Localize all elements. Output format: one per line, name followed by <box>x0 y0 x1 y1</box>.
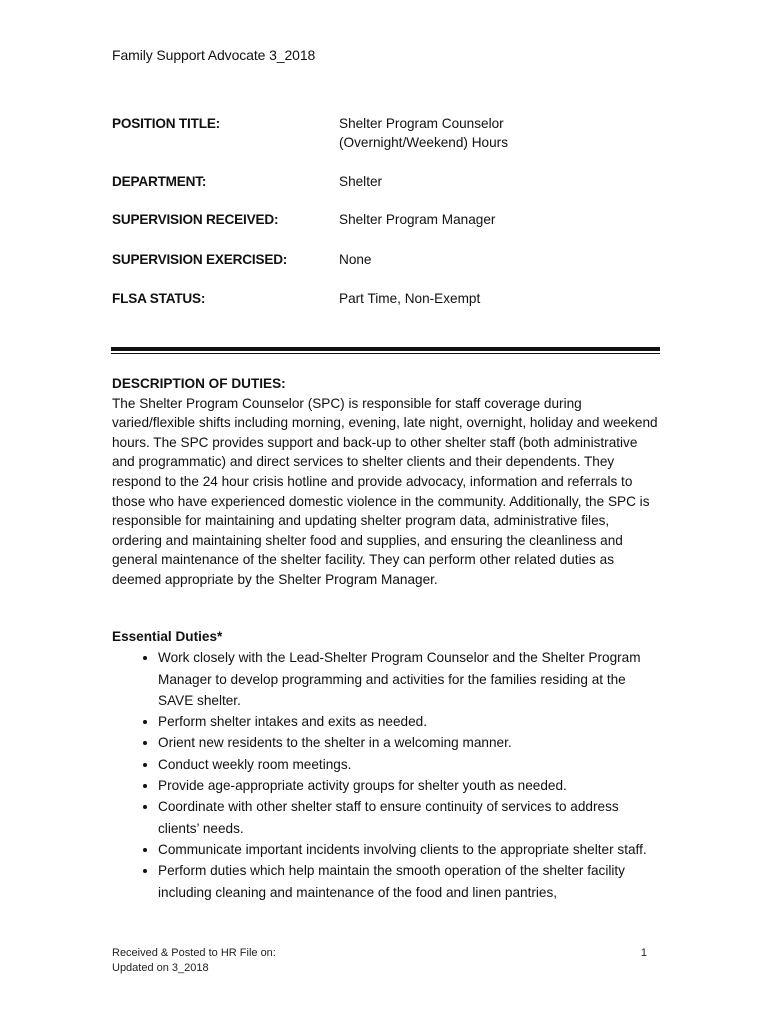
field-label: SUPERVISION EXERCISED: <box>112 252 288 267</box>
footer-received-line: Received & Posted to HR File on: <box>112 947 276 959</box>
page-number: 1 <box>640 947 647 959</box>
footer-updated-line: Updated on 3_2018 <box>112 962 209 974</box>
field-value: Part Time, Non-Exempt <box>339 291 481 306</box>
description-section <box>112 374 662 590</box>
field-value-line: (Overnight/Weekend) Hours <box>339 135 508 150</box>
field-value: None <box>339 252 372 267</box>
document-header: Family Support Advocate 3_2018 <box>112 47 316 63</box>
field-value <box>339 114 659 152</box>
list-item: • Perform shelter intakes and exits as needed. <box>158 711 662 732</box>
field-value: Shelter <box>339 174 383 189</box>
list-item: • Perform duties which help maintain the smooth operation of the shelter facility including cleaning and maintenance of the food and linen pantries, <box>158 860 662 903</box>
essential-duties-section <box>112 626 662 903</box>
list-item: • Orient new residents to the shelter in a welcoming manner. <box>158 732 662 753</box>
divider-thin <box>111 353 660 354</box>
field-value: Shelter Program Manager <box>339 212 496 227</box>
list-item: • Conduct weekly room meetings. <box>158 754 662 775</box>
field-label: POSITION TITLE: <box>112 116 221 131</box>
essential-duties-list <box>112 647 662 903</box>
page-footer <box>112 946 647 976</box>
field-label: DEPARTMENT: <box>112 174 207 189</box>
list-item: • Provide age-appropriate activity groups for shelter youth as needed. <box>158 775 662 796</box>
description-body: The Shelter Program Counselor (SPC) is responsible for staff coverage during varied/flexible shifts including morning, evening, late night, overnight, holiday and weekend hours. The SPC provides support and back-up to other shelter staff (both administrative and programmatic) and direct services to shelter clients and their dependents. They respond to the 24 hour crisis hotline and provide advocacy, information and referrals to those who have experienced domestic violence in the community. Additionally, the SPC is responsible for maintaining and updating shelter program data, administrative files, ordering and maintaining shelter food and supplies, and ensuring the cleanliness and general maintenance of the shelter facility. They can perform other related duties as deemed appropriate by the Shelter Program Manager. <box>112 395 658 587</box>
list-item: • Coordinate with other shelter staff to ensure continuity of services to address clients’ needs. <box>158 796 662 839</box>
field-label: FLSA STATUS: <box>112 291 206 306</box>
description-heading: DESCRIPTION OF DUTIES: <box>112 376 286 391</box>
field-value-line: Shelter Program Counselor <box>339 116 504 131</box>
essential-duties-heading: Essential Duties* <box>112 629 223 644</box>
divider-thick <box>111 347 660 351</box>
field-label: SUPERVISION RECEIVED: <box>112 212 279 227</box>
list-item: • Work closely with the Lead-Shelter Program Counselor and the Shelter Program Manager to develop programming and activities for the families residing at the SAVE shelter. <box>158 647 662 711</box>
list-item: • Communicate important incidents involving clients to the appropriate shelter staff. <box>158 839 662 860</box>
